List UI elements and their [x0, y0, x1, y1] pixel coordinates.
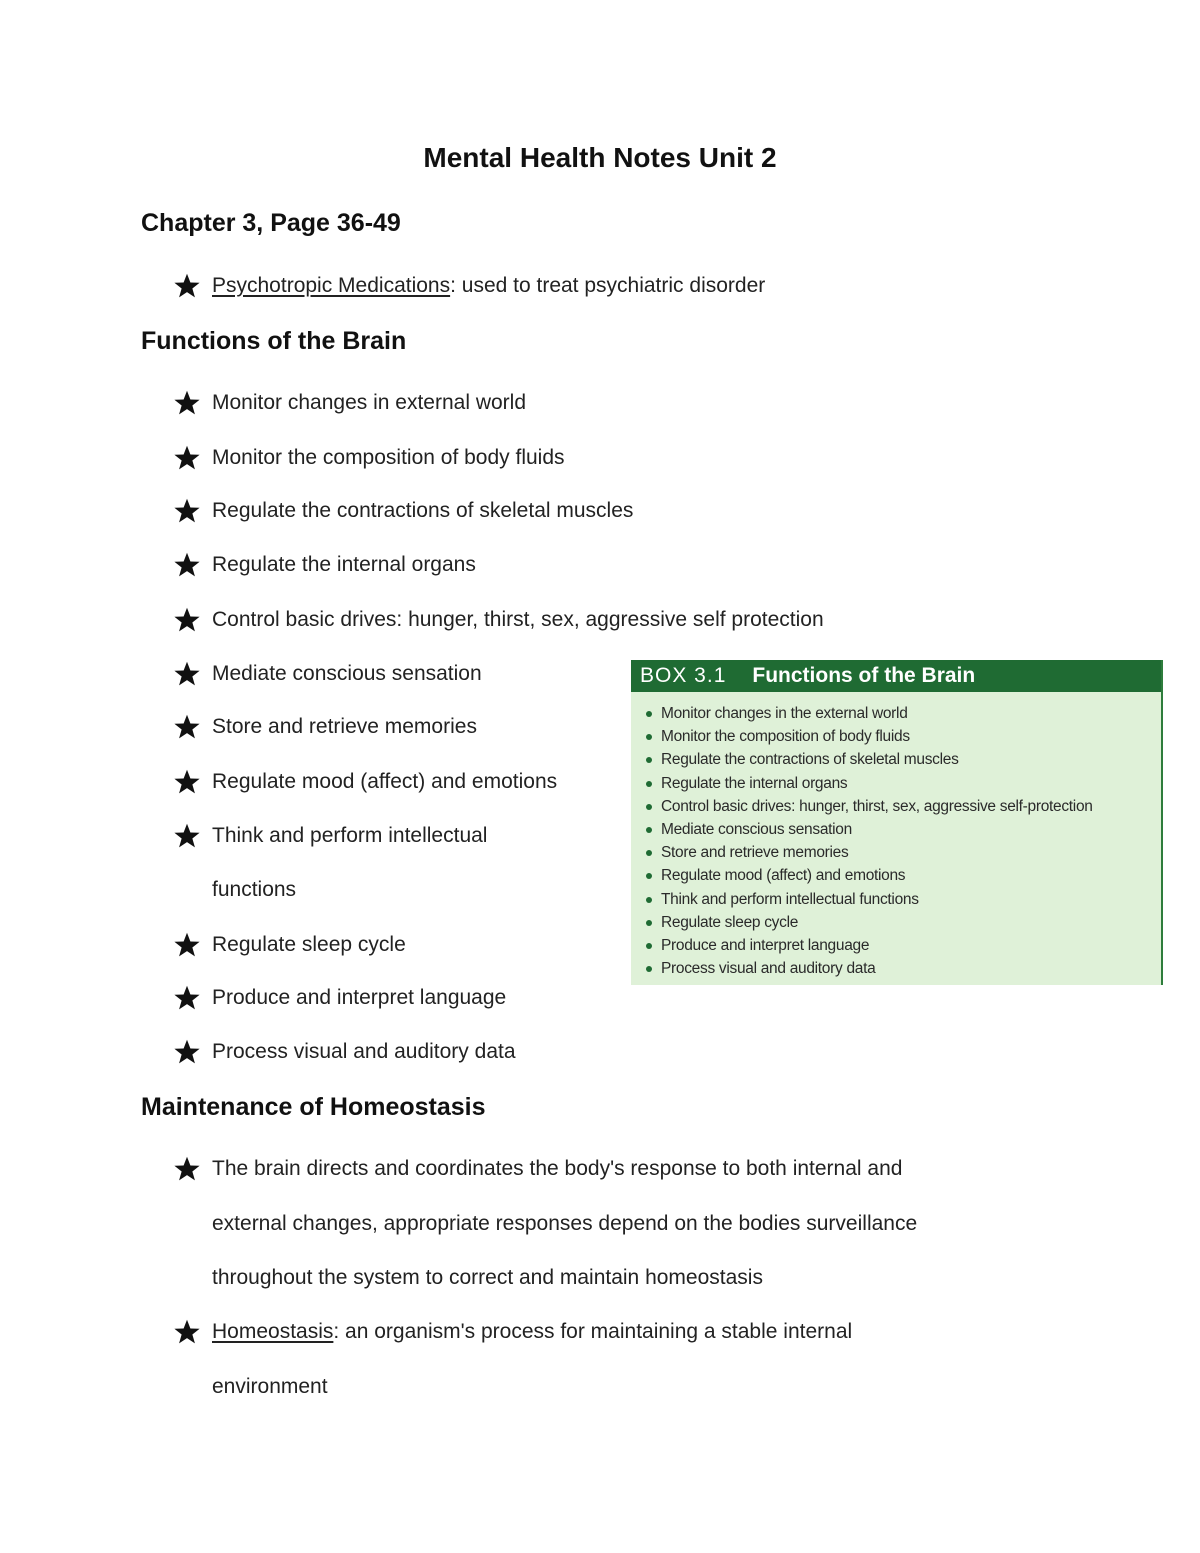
star-icon [173, 606, 201, 634]
star-icon [173, 272, 201, 300]
document-title: Mental Health Notes Unit 2 [423, 142, 777, 173]
list-item-continuation: environment [212, 1375, 328, 1398]
star-icon [173, 1318, 201, 1346]
list-item: Produce and interpret language [212, 986, 507, 1009]
box-list-item: Monitor the composition of body fluids [644, 725, 1161, 748]
box-list-item: Mediate conscious sensation [644, 818, 1161, 841]
list-item-continuation: throughout the system to correct and maintain homeostasis [212, 1266, 763, 1289]
list-item: Store and retrieve memories [212, 715, 477, 738]
box-list-item: Think and perform intellectual functions [644, 888, 1161, 911]
box-header [631, 660, 1161, 692]
box-list [631, 692, 1161, 980]
list-item: Regulate sleep cycle [212, 933, 406, 956]
definition: : an organism's process for maintaining a stable internal [333, 1320, 853, 1343]
box-list-item: Store and retrieve memories [644, 841, 1161, 864]
star-icon [173, 931, 201, 959]
section-heading: Maintenance of Homeostasis [141, 1093, 486, 1121]
box-3-1-figure [631, 660, 1163, 985]
box-list-item: Regulate the internal organs [644, 772, 1161, 795]
list-item: Process visual and auditory data [212, 1040, 516, 1063]
box-list-item: Process visual and auditory data [644, 957, 1161, 980]
term: Psychotropic Medications [212, 274, 451, 297]
list-item [212, 273, 765, 299]
list-item [212, 1319, 852, 1345]
star-icon [173, 444, 201, 472]
box-list-item: Produce and interpret language [644, 934, 1161, 957]
box-list-item: Monitor changes in the external world [644, 702, 1161, 725]
list-item: The brain directs and coordinates the body's response to both internal and [212, 1157, 903, 1180]
list-item: Regulate mood (affect) and emotions [212, 770, 558, 793]
star-icon [173, 984, 201, 1012]
definition: : used to treat psychiatric disorder [450, 274, 766, 297]
list-item: Mediate conscious sensation [212, 662, 482, 685]
list-item: Regulate the internal organs [212, 553, 476, 576]
box-list-item: Regulate the contractions of skeletal muscles [644, 748, 1161, 771]
star-icon [173, 1038, 201, 1066]
star-icon [173, 713, 201, 741]
star-icon [173, 497, 201, 525]
box-list-item: Control basic drives: hunger, thirst, sex, aggressive self-protection [644, 795, 1161, 818]
term: Homeostasis [212, 1320, 334, 1343]
box-list-item: Regulate mood (affect) and emotions [644, 864, 1161, 887]
star-icon [173, 660, 201, 688]
list-item: Regulate the contractions of skeletal muscles [212, 499, 634, 522]
star-icon [173, 768, 201, 796]
box-title: Functions of the Brain [752, 664, 976, 687]
list-item: Monitor changes in external world [212, 391, 526, 414]
star-icon [173, 1155, 201, 1183]
section-heading: Functions of the Brain [141, 327, 407, 355]
list-item-continuation: functions [212, 878, 297, 901]
list-item: Control basic drives: hunger, thirst, sex, aggressive self protection [212, 608, 824, 631]
box-label: BOX 3.1 [640, 664, 727, 687]
list-item-continuation: external changes, appropriate responses depend on the bodies surveillance [212, 1212, 918, 1235]
star-icon [173, 389, 201, 417]
box-list-item: Regulate sleep cycle [644, 911, 1161, 934]
list-item: Monitor the composition of body fluids [212, 446, 565, 469]
section-heading: Chapter 3, Page 36-49 [141, 209, 401, 237]
star-icon [173, 551, 201, 579]
star-icon [173, 822, 201, 850]
list-item: Think and perform intellectual [212, 824, 488, 847]
